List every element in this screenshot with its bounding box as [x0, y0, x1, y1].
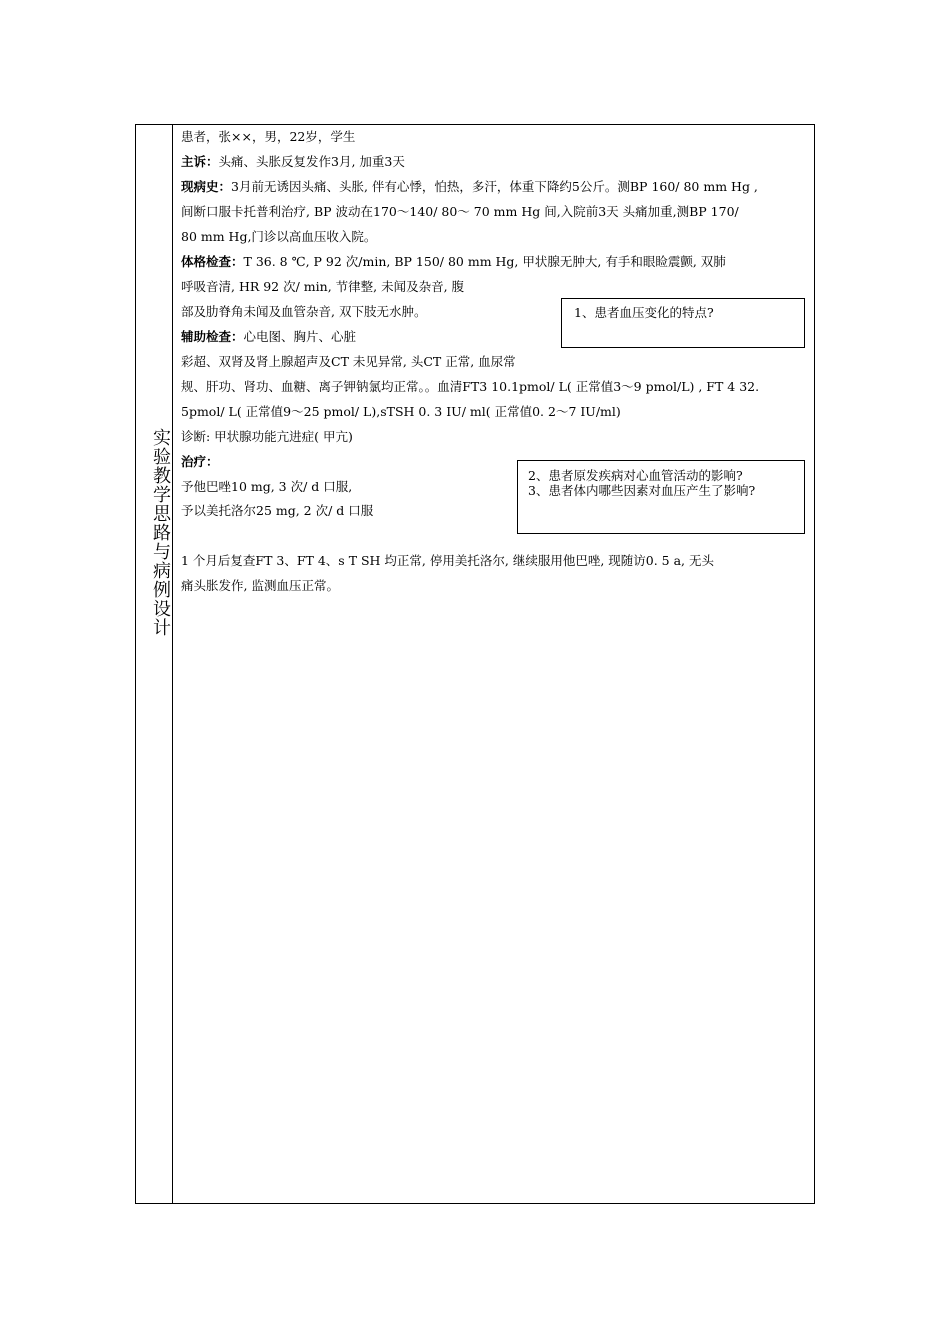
exam-text-1: T 36. 8 ℃, P 92 次/min, BP 150/ 80 mm Hg, 甲状腺无肿大, 有手和眼睑震颤, 双肺 [243, 254, 726, 269]
followup-line-2: 痛头胀发作, 监测血压正常。 [181, 578, 339, 593]
treatment-line-2: 予以美托洛尔25 mg, 2 次/ d 口服 [181, 503, 374, 518]
side-label: 实验教学思路与病例设计 [150, 427, 171, 637]
chief-complaint [181, 154, 405, 170]
question-2: 2、患者原发疾病对心血管活动的影响? [528, 468, 743, 483]
aux-line-2: 彩超、双肾及肾上腺超声及CT 未见异常, 头CT 正常, 血尿常 [181, 354, 516, 369]
treatment-label: 治疗： [181, 454, 219, 469]
exam-line-1 [181, 254, 726, 270]
aux-text-1: 心电图、胸片、心脏 [243, 329, 357, 344]
question-box-1 [561, 298, 805, 348]
question-3: 3、患者体内哪些因素对血压产生了影响? [528, 483, 756, 498]
patient-info: 患者，张××，男，22岁，学生 [181, 129, 356, 144]
followup-line-1: 1 个月后复查FT 3、FT 4、s T SH 均正常, 停用美托洛尔, 继续服用他巴唑, 现随访0. 5 a, 无头 [181, 553, 715, 568]
aux-line-3: 规、肝功、肾功、血糖、离子钾钠氯均正常。。血清FT3 10.1pmol/ L( 正常值3～9 pmol/L) , FT 4 32. [181, 379, 760, 394]
history-label: 现病史： [181, 179, 232, 194]
history-line-3: 80 mm Hg,门诊以高血压收入院。 [181, 229, 377, 244]
aux-line-4: 5pmol/ L( 正常值9～25 pmol/ L),sTSH 0. 3 IU/ ml( 正常值0. 2～7 IU/ml) [181, 404, 621, 419]
aux-line-1 [181, 329, 356, 345]
exam-line-3: 部及肋脊角未闻及血管杂音, 双下肢无水肿。 [181, 304, 427, 319]
history-line-2: 间断口服卡托普利治疗, BP 波动在170～140/ 80～ 70 mm Hg 间,入院前3天 头痛加重,测BP 170/ [181, 204, 739, 219]
exam-label: 体格检查： [181, 254, 244, 269]
complaint-label: 主诉： [181, 154, 219, 169]
exam-line-2: 呼吸音清, HR 92 次/ min, 节律整, 未闻及杂音, 腹 [181, 279, 465, 294]
diagnosis: 诊断: 甲状腺功能亢进症( 甲亢) [181, 429, 353, 444]
side-label-cell [136, 125, 173, 1203]
question-1: 1、患者血压变化的特点? [574, 305, 714, 320]
treatment-line-1: 予他巴唑10 mg, 3 次/ d 口服, [181, 479, 353, 494]
aux-label: 辅助检查： [181, 329, 244, 344]
complaint-text: 头痛、头胀反复发作3月, 加重3天 [218, 154, 405, 169]
history-text-1: 3月前无诱因头痛、头胀, 伴有心悸，怕热，多汗，体重下降约5公斤。测BP 160/ 80 mm Hg , [231, 179, 758, 194]
question-box-2 [517, 460, 805, 534]
history-line-1 [181, 179, 758, 195]
